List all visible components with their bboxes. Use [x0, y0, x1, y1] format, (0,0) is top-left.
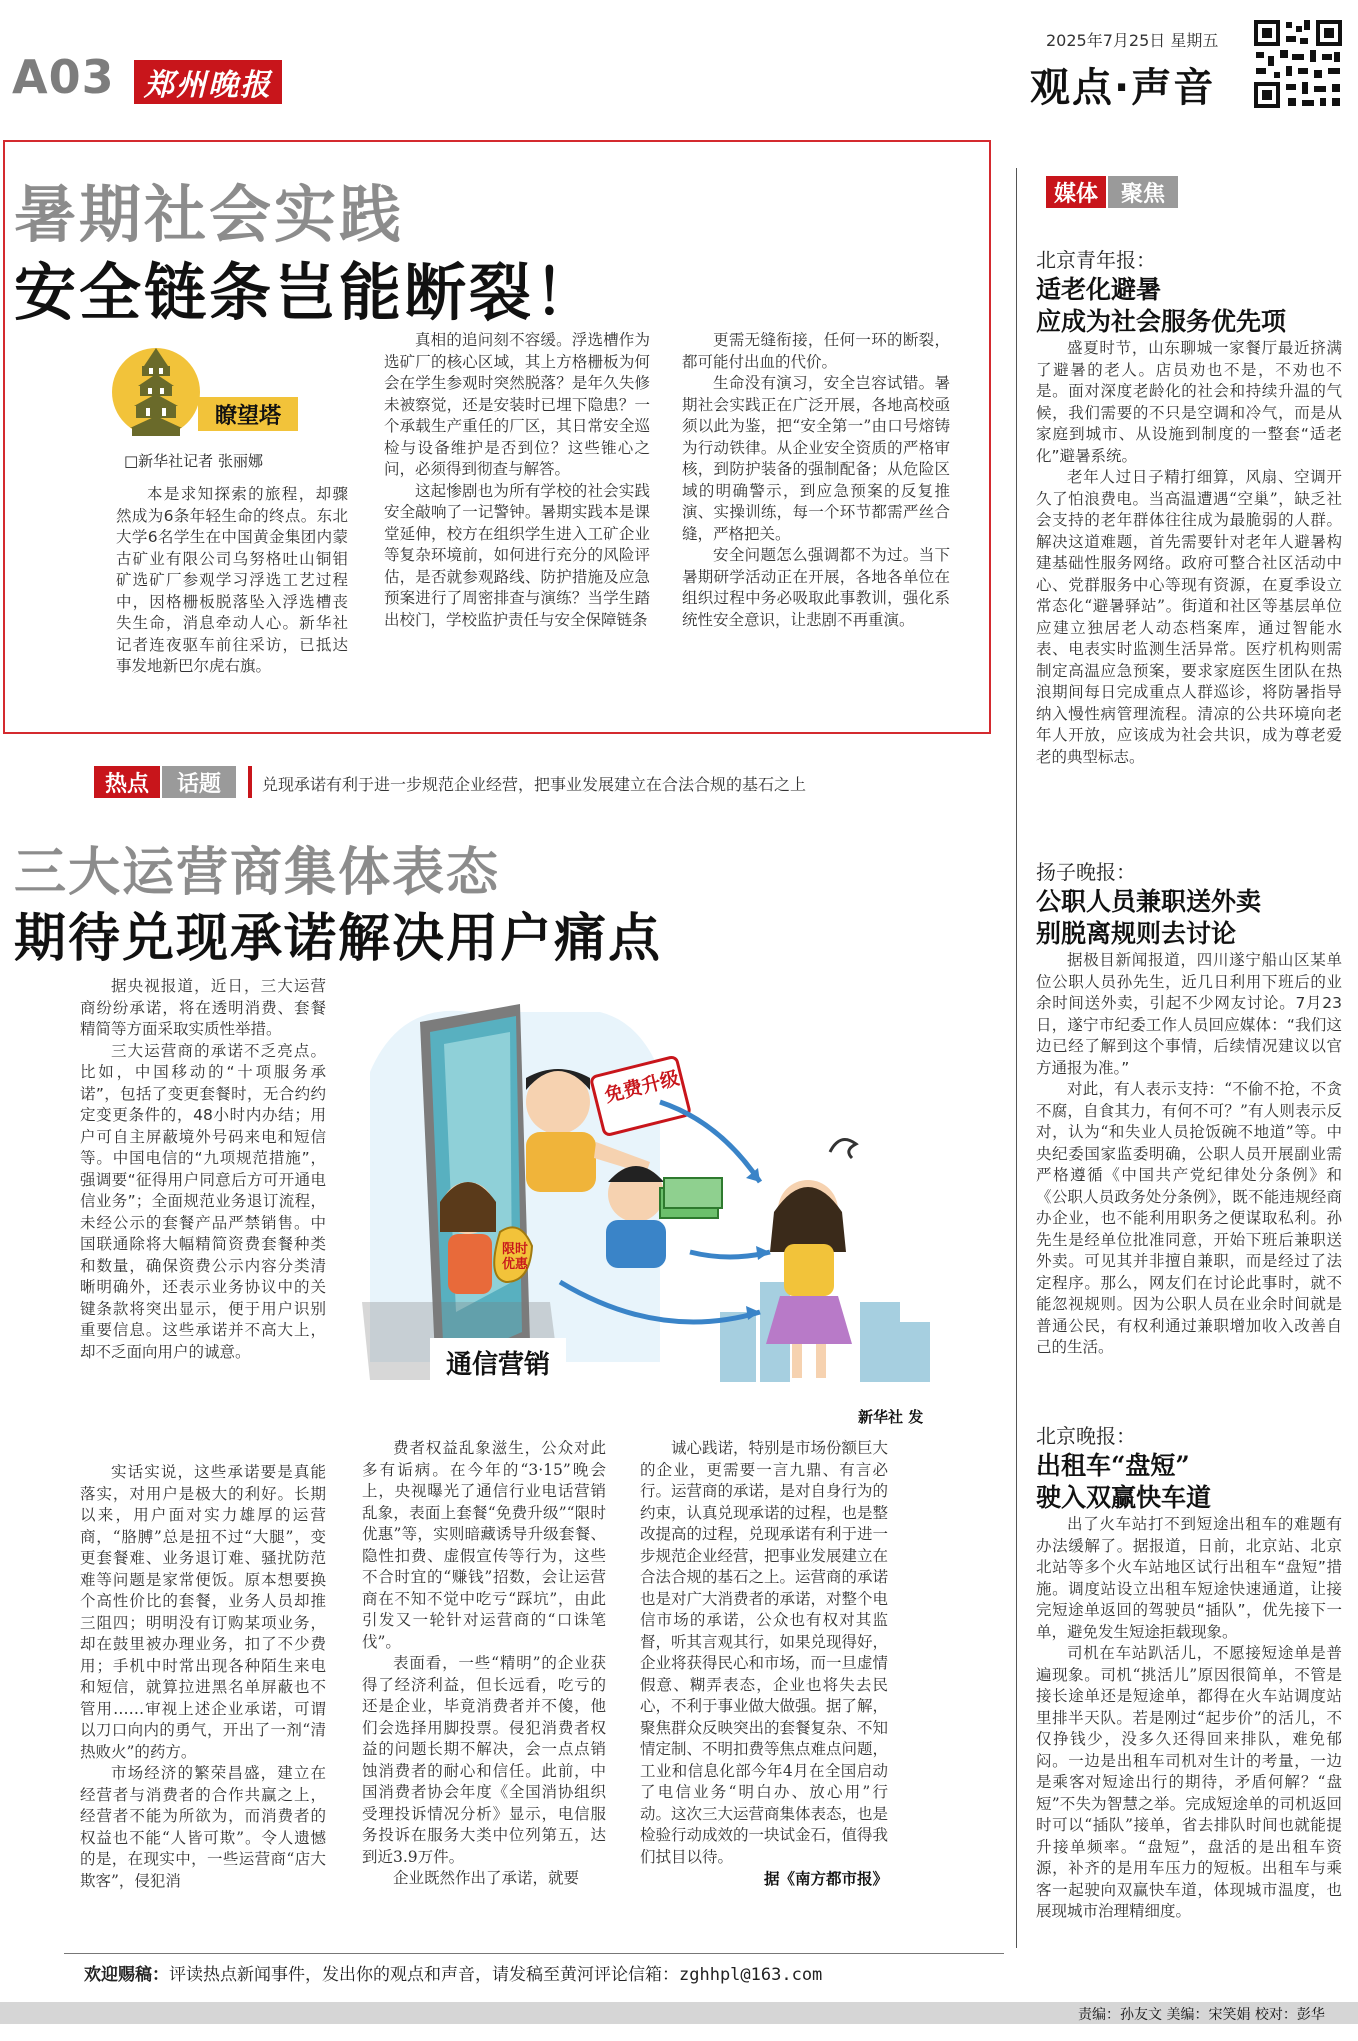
- media3-source: 北京晚报：: [1036, 1424, 1136, 1448]
- hot-tag-1: 热点: [94, 766, 160, 798]
- cartoon-credit: 新华社 发: [858, 1408, 924, 1426]
- media2-title1: 公职人员兼职送外卖: [1036, 887, 1262, 916]
- media3-title2: 驶入双赢快车道: [1036, 1483, 1212, 1512]
- hot-subtitle: 兑现承诺有利于进一步规范企业经营，把事业发展建立在合法合规的基石之上: [262, 775, 807, 794]
- feature-col3: [682, 330, 950, 631]
- hot-col1-p2: 市场经济的繁荣昌盛，建立在经营者与消费者的合作共赢之上，经营者不能为所欲为，而消费者的权益也不能“人皆可欺”。令人遗憾的是，在现实中，一些运营商“店大欺客”，侵犯消: [80, 1764, 326, 1890]
- media-tag-1: 媒体: [1046, 176, 1106, 208]
- hot-lead: [80, 976, 326, 1363]
- hot-title-line2: 期待兑现承诺解决用户痛点: [14, 908, 663, 969]
- feature-col3-p2: 生命没有演习，安全岂容试错。暑期社会实践正在广泛开展，各地高校亟须以此为鉴，把“安全第一”由口号熔铸为行动铁律。从企业安全资质的严格审核，到防护装备的强制配备；从危险区域的明确警示，到应急预案的反复推演、实操训练，每一个环节都需严丝合缝，严格把关。: [682, 374, 950, 543]
- feature-col2: [384, 330, 650, 631]
- media1-p1: 盛夏时节，山东聊城一家餐厅最近挤满了避暑的老人。店员劝也不是，不劝也不是。面对深度老龄化的社会和持续升温的气候，我们需要的不只是空调和冷气，而是从家庭到城市、从设施到制度的一整套“适老化”避暑系统。: [1036, 339, 1342, 465]
- hot-subtitle-bar: [248, 766, 252, 798]
- media3-body: [1036, 1514, 1342, 1923]
- hot-source: 据《南方都市报》: [763, 1869, 888, 1888]
- feature-title-line2: 安全链条岂能断裂！: [14, 256, 600, 329]
- hot-col3: [640, 1438, 888, 1890]
- page-number: A03: [12, 50, 115, 104]
- hot-lead-p2: 三大运营商的承诺不乏亮点。比如，中国移动的“十项服务承诺”，包括了变更套餐时，无合约约定变更条件的，48小时内办结；用户可自主屏蔽境外号码来电和短信等。中国电信的“九项规范措施”，强调要“征得用户同意后方可开通电信业务”；全面规范业务退订流程，未经公示的套餐产品严禁销售。中国联通除将大幅精简资费套餐种类和数量，确保资费公示内容分类清晰明确外，还表示业务协议中的关键条款将突出显示，便于用户识别重要信息。这些承诺并不高大上，却不乏面向用户的诚意。: [80, 1041, 326, 1361]
- invite-top-rule: [64, 1953, 1004, 1954]
- cartoon-bag-label: 限时优惠: [501, 1242, 528, 1272]
- media3-title1: 出租车“盘短”: [1036, 1451, 1190, 1480]
- hot-col1: [80, 1462, 326, 1892]
- media3-p2: 司机在车站趴活儿，不愿接短途单是普遍现象。司机“挑活儿”原因很简单，不管是接长途单还是短途单，都得在火车站调度站里排半天队。若是刚过“起步价”的活儿，不仅挣钱少，没多久还得回来排队，难免郁闷。一边是出租车司机对生计的考量，一边是乘客对短途出行的期待，矛盾何解？“盘短”不失为智慧之举。完成短途单的司机返回时可以“插队”接单，省去排队时间也就能提升接单频率。“盘短”，盘活的是出租车资源，补齐的是用车压力的短板。出租车与乘客一起驶向双赢快车道，体现城市温度，也展现城市治理精细度。: [1036, 1644, 1342, 1920]
- cartoon-screen-label: 通信营销: [445, 1350, 550, 1380]
- media1-title1: 适老化避暑: [1036, 275, 1162, 304]
- media1-title2: 应成为社会服务优先项: [1036, 307, 1287, 336]
- hot-title-line1: 三大运营商集体表态: [14, 842, 501, 903]
- feature-byline: □新华社记者 张丽娜: [124, 452, 263, 470]
- invite-label: 欢迎赐稿：: [84, 1965, 169, 1985]
- media2-source: 扬子晚报：: [1036, 860, 1136, 884]
- media1-p2: 老年人过日子精打细算，风扇、空调开久了怕浪费电。当高温遭遇“空巢”，缺乏社会支持的老年群体往往成为最脆弱的人群。解决这道难题，首先需要针对老年人避暑构建基础性服务网络。政府可整合社区活动中心、党群服务中心等现有资源，在夏季设立常态化“避暑驿站”。街道和社区等基层单位应建立独居老人动态档案库，通过智能水表、电表实时监测生活异常。医疗机构则需制定高温应急预案，要求家庭医生团队在热浪期间每日完成重点人群巡诊，将防暑指导纳入慢性病管理流程。清凉的公共环境向老年人开放，应该成为社会共识，成为尊老爱老的典型标志。: [1036, 468, 1342, 766]
- invite-email[interactable]: zghhpl@163.com: [679, 1965, 823, 1985]
- media2-body: [1036, 950, 1342, 1359]
- feature-title-line1: 暑期社会实践: [14, 178, 405, 251]
- feature-col3-p3: 安全问题怎么强调都不为过。当下暑期研学活动正在开展，各地各单位在组织过程中务必吸取此事教训，强化系统性安全意识，让悲剧不再重演。: [682, 546, 950, 629]
- media2-p1: 据极目新闻报道，四川遂宁船山区某单位公职人员孙先生，近几日利用下班后的业余时间送外卖，引起不少网友讨论。7月23日，遂宁市纪委工作人员回应媒体：“我们这边已经了解到这个事情，后续情况建议以官方通报为准。”: [1036, 951, 1342, 1077]
- feature-col3-p1: 更需无缝衔接，任何一环的断裂，都可能付出血的代价。: [682, 331, 950, 371]
- cartoon-bubble-text: 免费升级: [602, 1067, 682, 1107]
- column-divider: [1016, 168, 1017, 1948]
- feature-col1-p1: 本是求知探索的旅程，却骤然成为6条年轻生命的终点。东北大学6名学生在中国黄金集团内蒙古矿业有限公司乌努格吐山铜钼矿选矿厂参观学习浮选工艺过程中，因格栅板脱落坠入浮选槽丧失生命，消息牵动人心。新华社记者连夜驱车前往采访，已抵达事发地新巴尔虎右旗。: [116, 485, 348, 675]
- hot-col1-p1: 实话实说，这些承诺要是真能落实，对用户是极大的利好。长期以来，用户面对实力雄厚的运营商，“胳膊”总是扭不过“大腿”，变更套餐难、业务退订难、骚扰防范难等问题是家常便饭。原本想要换个高性价比的套餐，业务人员却推三阻四；明明没有订购某项业务，却在鼓里被办理业务，扣了不少费用；手机中时常出现各种陌生来电和短信，就算拉进黑名单屏蔽也不管用……审视上述企业承诺，可谓以刀口向内的勇气，开出了一剂“清热败火”的药方。: [80, 1463, 326, 1761]
- issue-date: 2025年7月25日 星期五: [1046, 31, 1219, 50]
- media-tag-2: 聚焦: [1108, 176, 1178, 208]
- invite-text: 评读热点新闻事件，发出你的观点和声音，请发稿至黄河评论信箱：: [169, 1965, 679, 1985]
- feature-col1: [116, 484, 348, 678]
- hot-col2: [362, 1438, 606, 1890]
- feature-col2-p2: 这起惨剧也为所有学校的社会实践安全敲响了一记警钟。暑期实践本是课堂延伸，校方在组织学生进入工矿企业等复杂环境前，如何进行充分的风险评估，是否就参观路线、防护措施及应急预案进行了周密排查与演练？当学生踏出校门，学校监护责任与安全保障链条: [384, 481, 650, 629]
- paper-logo: 郑州晚报: [134, 60, 282, 104]
- column-name-badge: 瞭望塔: [198, 397, 298, 431]
- hot-tag-2: 话题: [162, 766, 236, 798]
- media2-title2: 别脱离规则去讨论: [1036, 919, 1237, 948]
- hot-col2-p2: 表面看，一些“精明”的企业获得了经济利益，但长远看，吃亏的还是企业，毕竟消费者并不傻，他们会选择用脚投票。侵犯消费者权益的问题长期不解决，会一点点销蚀消费者的耐心和信任。此前，中国消费者协会年度《全国消协组织受理投诉情况分析》显示，电信服务投诉在服务大类中位列第五，达到近3.9万件。: [362, 1654, 606, 1866]
- editor-credits: 责编：孙友文 美编：宋笑娟 校对：彭华: [1078, 2007, 1325, 2023]
- feature-col2-p1: 真相的追问刻不容缓。浮选槽作为选矿厂的核心区域，其上方格栅板为何会在学生参观时突然脱落？是年久失修未被察觉，还是安装时已埋下隐患？一个承载生产重任的厂区，其日常安全巡检与设备维护是否到位？这些锥心之问，必须得到彻查与解答。: [384, 331, 650, 478]
- hot-lead-p1: 据央视报道，近日，三大运营商纷纷承诺，将在透明消费、套餐精简等方面采取实质性举措。: [80, 977, 326, 1038]
- hot-col2-p1: 费者权益乱象滋生，公众对此多有诟病。在今年的“3·15”晚会上，央视曝光了通信行业电话营销乱象，表面上套餐“免费升级”“限时优惠”等，实则暗藏诱导升级套餐、隐性扣费、虚假宣传等行为，这些不合时宜的“赚钱”招数，会让运营商在不知不觉中吃亏“踩坑”，由此引发又一轮针对运营商的“口诛笔伐”。: [362, 1439, 606, 1651]
- cartoon-illustration: [360, 982, 954, 1430]
- media2-p2: 对此，有人表示支持：“不偷不抢，不贪不腐，自食其力，有何不可？”有人则表示反对，认为“和失业人员抢饭碗不地道”等。中央纪委国家监委明确，公职人员开展副业需严格遵循《中国共产党纪律处分条例》和《公职人员政务处分条例》，既不能违规经商办企业，也不能利用职务之便谋取私利。孙先生是经单位批准同意，开始下班后兼职送外卖。可见其并非擅自兼职，而是经过了法定程序。那么，网友们在讨论此事时，就不能忽视规则。因为公职人员在业余时间就是普通公民，有权利通过兼职增加收入改善自己的生活。: [1036, 1080, 1342, 1356]
- hot-col3-p1: 诚心践诺，特别是市场份额巨大的企业，更需要一言九鼎、有言必行。运营商的承诺，是对自身行为的约束，认真兑现承诺的过程，也是整改提高的过程，兑现承诺有利于进一步规范企业经营，把事业发展建立在合法合规的基石之上。运营商的承诺也是对广大消费者的承诺，对整个电信市场的承诺，公众也有权对其监督，听其言观其行，如果兑现得好，企业将获得民心和市场，而一旦虚情假意、糊弄表态，企业也将失去民心，不利于事业做大做强。据了解，聚焦群众反映突出的套餐复杂、不知情定制、不明扣费等焦点难点问题，工业和信息化部今年4月在全国启动了电信业务“明白办、放心用”行动。这次三大运营商集体表态，也是检验行动成效的一块试金石，值得我们拭目以待。: [640, 1439, 889, 1866]
- qr-code-icon: [1252, 18, 1344, 110]
- media1-body: [1036, 338, 1342, 768]
- invite-line: [84, 1960, 822, 1985]
- media1-source: 北京青年报：: [1036, 248, 1156, 272]
- section-title: 观点·声音: [1030, 65, 1216, 111]
- hot-col2-p3: 企业既然作出了承诺，就要: [393, 1869, 580, 1887]
- media3-p1: 出了火车站打不到短途出租车的难题有办法缓解了。据报道，日前，北京站、北京北站等多个火车站地区试行出租车“盘短”措施。调度站设立出租车短途快速通道，让接完短途单返回的驾驶员“插队”，优先接下一单，避免发生短途拒载现象。: [1036, 1515, 1342, 1641]
